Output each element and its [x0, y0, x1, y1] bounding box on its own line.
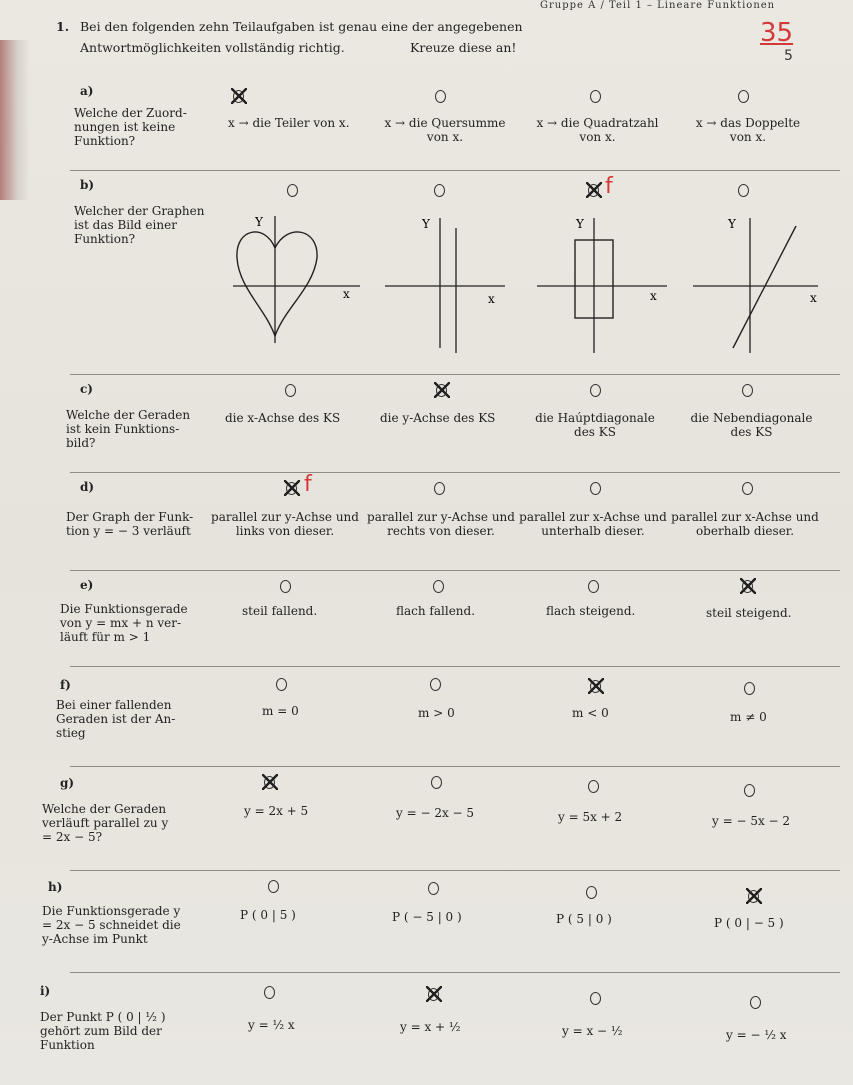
answer-f-4-checkbox[interactable] — [744, 682, 755, 695]
task-title — [56, 16, 700, 58]
graph-heart — [225, 208, 365, 358]
question-text: Die Funktionsgerade y = 2x − 5 schneidet die y-Achse im Punkt — [42, 904, 181, 946]
answer-a-2-checkbox[interactable] — [435, 90, 446, 103]
score-points: 35 — [760, 18, 794, 48]
answer-c-2-checkbox[interactable] — [436, 384, 447, 397]
question-c — [0, 376, 853, 468]
graph-rectangle — [532, 208, 672, 358]
question-d — [0, 474, 853, 566]
answer-g-4: y = − 5x − 2 — [712, 814, 791, 828]
task-line-1: Bei den folgenden zehn Teilaufgaben ist genau eine der angegebenen — [80, 19, 523, 34]
task-number: 1. — [56, 19, 70, 34]
question-letter: g) — [60, 776, 75, 790]
y-label: Y — [576, 217, 584, 231]
answer-e-1: steil fallend. — [242, 604, 318, 618]
answer-g-1-checkbox[interactable] — [264, 776, 275, 789]
question-letter: f) — [60, 678, 71, 692]
graph-vertical-lines — [380, 208, 510, 358]
x-label: x — [343, 287, 350, 301]
answer-b-4-checkbox[interactable] — [738, 184, 749, 197]
answer-d-1: parallel zur y-Achse und links von dieser. — [211, 510, 359, 538]
answer-g-1: y = 2x + 5 — [244, 804, 309, 818]
x-label: x — [650, 289, 657, 303]
answer-a-4-checkbox[interactable] — [738, 90, 749, 103]
answer-c-1: die x-Achse des KS — [225, 411, 341, 425]
question-text: Der Graph der Funk-tion y = − 3 verläuft — [66, 510, 194, 538]
question-e — [0, 572, 853, 664]
answer-h-1: P ( 0 | 5 ) — [240, 908, 296, 922]
answer-d-1-checkbox[interactable] — [286, 482, 297, 495]
answer-i-4: y = − ½ x — [726, 1028, 787, 1042]
x-label: x — [810, 291, 817, 305]
answer-i-3: y = x − ½ — [562, 1024, 623, 1038]
answer-f-2-checkbox[interactable] — [430, 678, 441, 691]
section-divider — [70, 472, 840, 473]
answer-f-4: m ≠ 0 — [730, 710, 767, 724]
answer-i-2-checkbox[interactable] — [428, 988, 439, 1001]
answer-d-3-checkbox[interactable] — [590, 482, 601, 495]
answer-b-3-checkbox[interactable] — [588, 184, 599, 197]
question-letter: b) — [80, 178, 95, 192]
score-mark — [758, 18, 818, 68]
page-header: Gruppe A / Teil 1 – Lineare Funktionen — [540, 0, 776, 11]
answer-b-2-checkbox[interactable] — [434, 184, 445, 197]
question-text: Die Funktionsgerade von y = mx + n ver-läuft für m > 1 — [60, 602, 188, 644]
answer-i-1-checkbox[interactable] — [264, 986, 275, 999]
question-text: Welche der Geraden verläuft parallel zu y = 2x − 5? — [42, 802, 169, 844]
answer-e-3-checkbox[interactable] — [588, 580, 599, 593]
answer-f-1: m = 0 — [262, 704, 299, 718]
question-letter: a) — [80, 84, 94, 98]
answer-g-2-checkbox[interactable] — [431, 776, 442, 789]
question-b — [0, 172, 853, 372]
section-divider — [70, 766, 840, 767]
answer-d-4-checkbox[interactable] — [742, 482, 753, 495]
question-i — [0, 978, 853, 1078]
answer-f-3-checkbox[interactable] — [590, 680, 601, 693]
answer-h-4: P ( 0 | − 5 ) — [714, 916, 784, 930]
score-total: 5 — [784, 48, 793, 64]
question-letter: i) — [40, 984, 51, 998]
answer-g-4-checkbox[interactable] — [744, 784, 755, 797]
answer-e-4: steil steigend. — [706, 606, 792, 620]
question-text: Bei einer fallenden Geraden ist der An-stieg — [56, 698, 176, 740]
answer-a-4: x → das Doppelte von x. — [695, 116, 801, 144]
answer-c-4: die Nebendiagonale des KS — [690, 411, 813, 439]
answer-e-2-checkbox[interactable] — [433, 580, 444, 593]
answer-d-4: parallel zur x-Achse und oberhalb dieser. — [671, 510, 819, 538]
question-letter: c) — [80, 382, 93, 396]
answer-f-2: m > 0 — [418, 706, 455, 720]
question-a — [0, 78, 853, 170]
answer-c-2: die y-Achse des KS — [380, 411, 496, 425]
answer-a-1-checkbox[interactable] — [233, 90, 244, 103]
answer-g-3: y = 5x + 2 — [558, 810, 623, 824]
answer-a-1: x → die Teiler von x. — [228, 116, 350, 130]
answer-f-3: m < 0 — [572, 706, 609, 720]
question-letter: h) — [48, 880, 63, 894]
red-correction-mark: f — [605, 174, 613, 199]
section-divider — [70, 666, 840, 667]
answer-a-3: x → die Quadratzahl von x. — [536, 116, 659, 144]
section-divider — [70, 972, 840, 973]
question-text: Welche der Zuord-nungen ist keine Funktion? — [74, 106, 187, 148]
y-label: Y — [255, 215, 263, 229]
task-line-2: Antwortmöglichkeiten vollständig richtig. — [80, 40, 345, 55]
answer-h-3: P ( 5 | 0 ) — [556, 912, 612, 926]
answer-a-3-checkbox[interactable] — [590, 90, 601, 103]
answer-h-2: P ( − 5 | 0 ) — [392, 910, 462, 924]
red-correction-mark: f — [304, 472, 312, 497]
question-letter: e) — [80, 578, 94, 592]
answer-h-2-checkbox[interactable] — [428, 882, 439, 895]
heart-curve — [237, 232, 317, 336]
answer-i-1: y = ½ x — [248, 1018, 295, 1032]
answer-i-3-checkbox[interactable] — [590, 992, 601, 1005]
answer-h-3-checkbox[interactable] — [586, 886, 597, 899]
section-divider — [70, 570, 840, 571]
answer-c-1-checkbox[interactable] — [285, 384, 296, 397]
answer-c-3: die Haúptdiagonale des KS — [535, 411, 655, 439]
function-line — [733, 226, 796, 348]
answer-f-1-checkbox[interactable] — [276, 678, 287, 691]
answer-e-1-checkbox[interactable] — [280, 580, 291, 593]
y-label: Y — [422, 217, 430, 231]
answer-h-4-checkbox[interactable] — [748, 890, 759, 903]
task-instruction: Kreuze diese an! — [410, 40, 517, 55]
question-h — [0, 876, 853, 968]
question-g — [0, 772, 853, 864]
answer-i-4-checkbox[interactable] — [750, 996, 761, 1009]
y-label: Y — [728, 217, 736, 231]
answer-a-2: x → die Quersumme von x. — [384, 116, 506, 144]
question-text: Welche der Geraden ist kein Funktions-bild? — [66, 408, 191, 450]
answer-e-3: flach steigend. — [546, 604, 636, 618]
graph-straight-line — [688, 208, 828, 358]
answer-g-3-checkbox[interactable] — [588, 780, 599, 793]
answer-c-3-checkbox[interactable] — [590, 384, 601, 397]
answer-e-2: flach fallend. — [396, 604, 476, 618]
question-text: Der Punkt P ( 0 | ½ ) gehört zum Bild der Funktion — [40, 1010, 166, 1052]
question-letter: d) — [80, 480, 95, 494]
answer-h-1-checkbox[interactable] — [268, 880, 279, 893]
section-divider — [70, 870, 840, 871]
section-divider — [70, 374, 840, 375]
answer-b-1-checkbox[interactable] — [287, 184, 298, 197]
answer-g-2: y = − 2x − 5 — [396, 806, 475, 820]
question-f — [0, 672, 853, 764]
section-divider — [70, 170, 840, 171]
answer-e-4-checkbox[interactable] — [742, 580, 753, 593]
x-label: x — [488, 292, 495, 306]
answer-c-4-checkbox[interactable] — [742, 384, 753, 397]
question-text: Welcher der Graphen ist das Bild einer Funktion? — [74, 204, 205, 246]
answer-d-2: parallel zur y-Achse und rechts von dieser. — [367, 510, 515, 538]
answer-d-2-checkbox[interactable] — [434, 482, 445, 495]
answer-i-2: y = x + ½ — [400, 1020, 461, 1034]
answer-d-3: parallel zur x-Achse und unterhalb dieser. — [519, 510, 667, 538]
